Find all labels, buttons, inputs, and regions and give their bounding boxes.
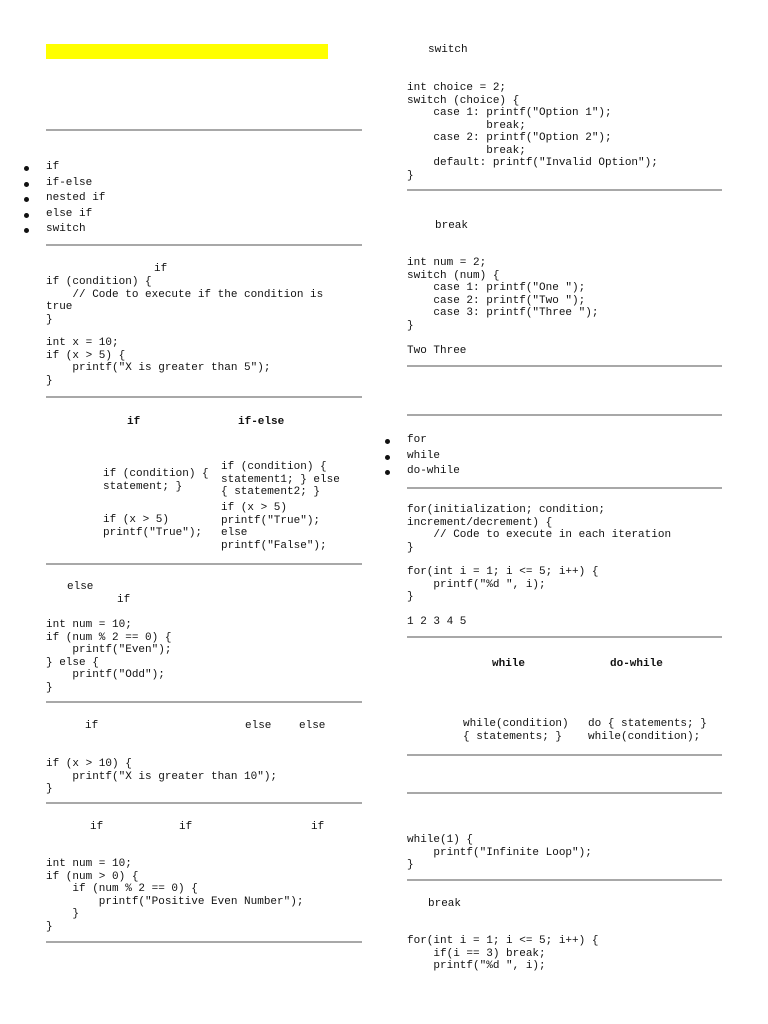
list-item: while [385, 449, 460, 465]
bullet-icon [385, 455, 390, 460]
if-else-example-code: int num = 10; if (num % 2 == 0) { printf("Even"); } else { printf("Odd"); } [46, 619, 172, 694]
divider [46, 563, 362, 565]
list-item: if [24, 160, 105, 176]
loop-break-code: for(int i = 1; i <= 5; i++) { if(i == 3) break; printf("%d ", i); [407, 935, 599, 972]
divider [407, 792, 722, 794]
else-if-word: else [245, 720, 272, 732]
else-if-word: if [85, 720, 99, 732]
divider [407, 754, 722, 756]
divider [407, 414, 722, 416]
bullet-icon [385, 470, 390, 475]
conditional-types-list [24, 160, 105, 238]
divider [407, 365, 722, 367]
loop-break-heading: break [428, 898, 462, 910]
table-cell: if (x > 5) printf("True"); [103, 514, 203, 539]
table-header-do-while: do-while [610, 658, 663, 670]
if-subheading: if [117, 594, 131, 606]
switch-example-code: int choice = 2; switch (choice) { case 1: printf("Option 1"); break; case 2: printf("Option 2"); break; default: printf("Invalid Option"); } [407, 82, 658, 182]
table-cell: while(condition) { statements; } [463, 718, 569, 743]
switch-fallthrough-code: int num = 2; switch (num) { case 1: printf("One "); case 2: printf("Two "); case 3: printf("Three "); } [407, 257, 599, 332]
list-item: if-else [24, 176, 105, 192]
bullet-icon [385, 439, 390, 444]
divider [46, 129, 362, 131]
divider [407, 636, 722, 638]
divider [46, 244, 362, 246]
divider [46, 802, 362, 804]
table-cell: do { statements; } while(condition); [588, 718, 707, 743]
divider [407, 879, 722, 881]
divider [46, 941, 362, 943]
divider [46, 701, 362, 703]
bullet-icon [24, 228, 29, 233]
table-header-while: while [492, 658, 526, 670]
bullet-icon [24, 197, 29, 202]
table-header-if: if [127, 416, 141, 428]
for-example-code: for(int i = 1; i <= 5; i++) { printf("%d ", i); } [407, 566, 599, 603]
break-heading: break [435, 220, 469, 232]
table-cell: if (condition) { statement1; } else { statement2; } [221, 461, 340, 498]
for-output: 1 2 3 4 5 [407, 616, 467, 628]
list-item: switch [24, 222, 105, 238]
if-heading: if [154, 263, 168, 275]
infinite-loop-code: while(1) { printf("Infinite Loop"); } [407, 834, 592, 871]
table-header-if-else: if-else [238, 416, 285, 428]
else-heading: else [67, 581, 94, 593]
bullet-icon [24, 166, 29, 171]
nested-if-example-code: int num = 10; if (num > 0) { if (num % 2 == 0) { printf("Positive Even Number"); } } [46, 858, 304, 933]
highlighted-title-bar [46, 44, 328, 59]
else-if-word: else [299, 720, 326, 732]
bullet-icon [24, 213, 29, 218]
loop-types-list [385, 433, 460, 480]
divider [407, 487, 722, 489]
list-item: else if [24, 207, 105, 223]
table-cell: if (x > 5) printf("True"); else printf("False"); [221, 502, 327, 552]
else-if-example-code: if (x > 10) { printf("X is greater than 10"); } [46, 758, 278, 795]
divider [46, 396, 362, 398]
divider [407, 189, 722, 191]
nested-if-word: if [311, 821, 325, 833]
bullet-icon [24, 182, 29, 187]
for-syntax-code: for(initialization; condition; increment/decrement) { // Code to execute in each iteration } [407, 504, 672, 554]
list-item: for [385, 433, 460, 449]
switch-heading: switch [428, 44, 468, 56]
list-item: nested if [24, 191, 105, 207]
if-syntax-code: if (condition) { // Code to execute if the condition is true } [46, 276, 324, 326]
fallthrough-output: Two Three [407, 345, 467, 357]
list-item: do-while [385, 464, 460, 480]
nested-if-word: if [179, 821, 193, 833]
if-example-code: int x = 10; if (x > 5) { printf("X is greater than 5"); } [46, 337, 271, 387]
table-cell: if (condition) { statement; } [103, 468, 209, 493]
nested-if-word: if [90, 821, 104, 833]
